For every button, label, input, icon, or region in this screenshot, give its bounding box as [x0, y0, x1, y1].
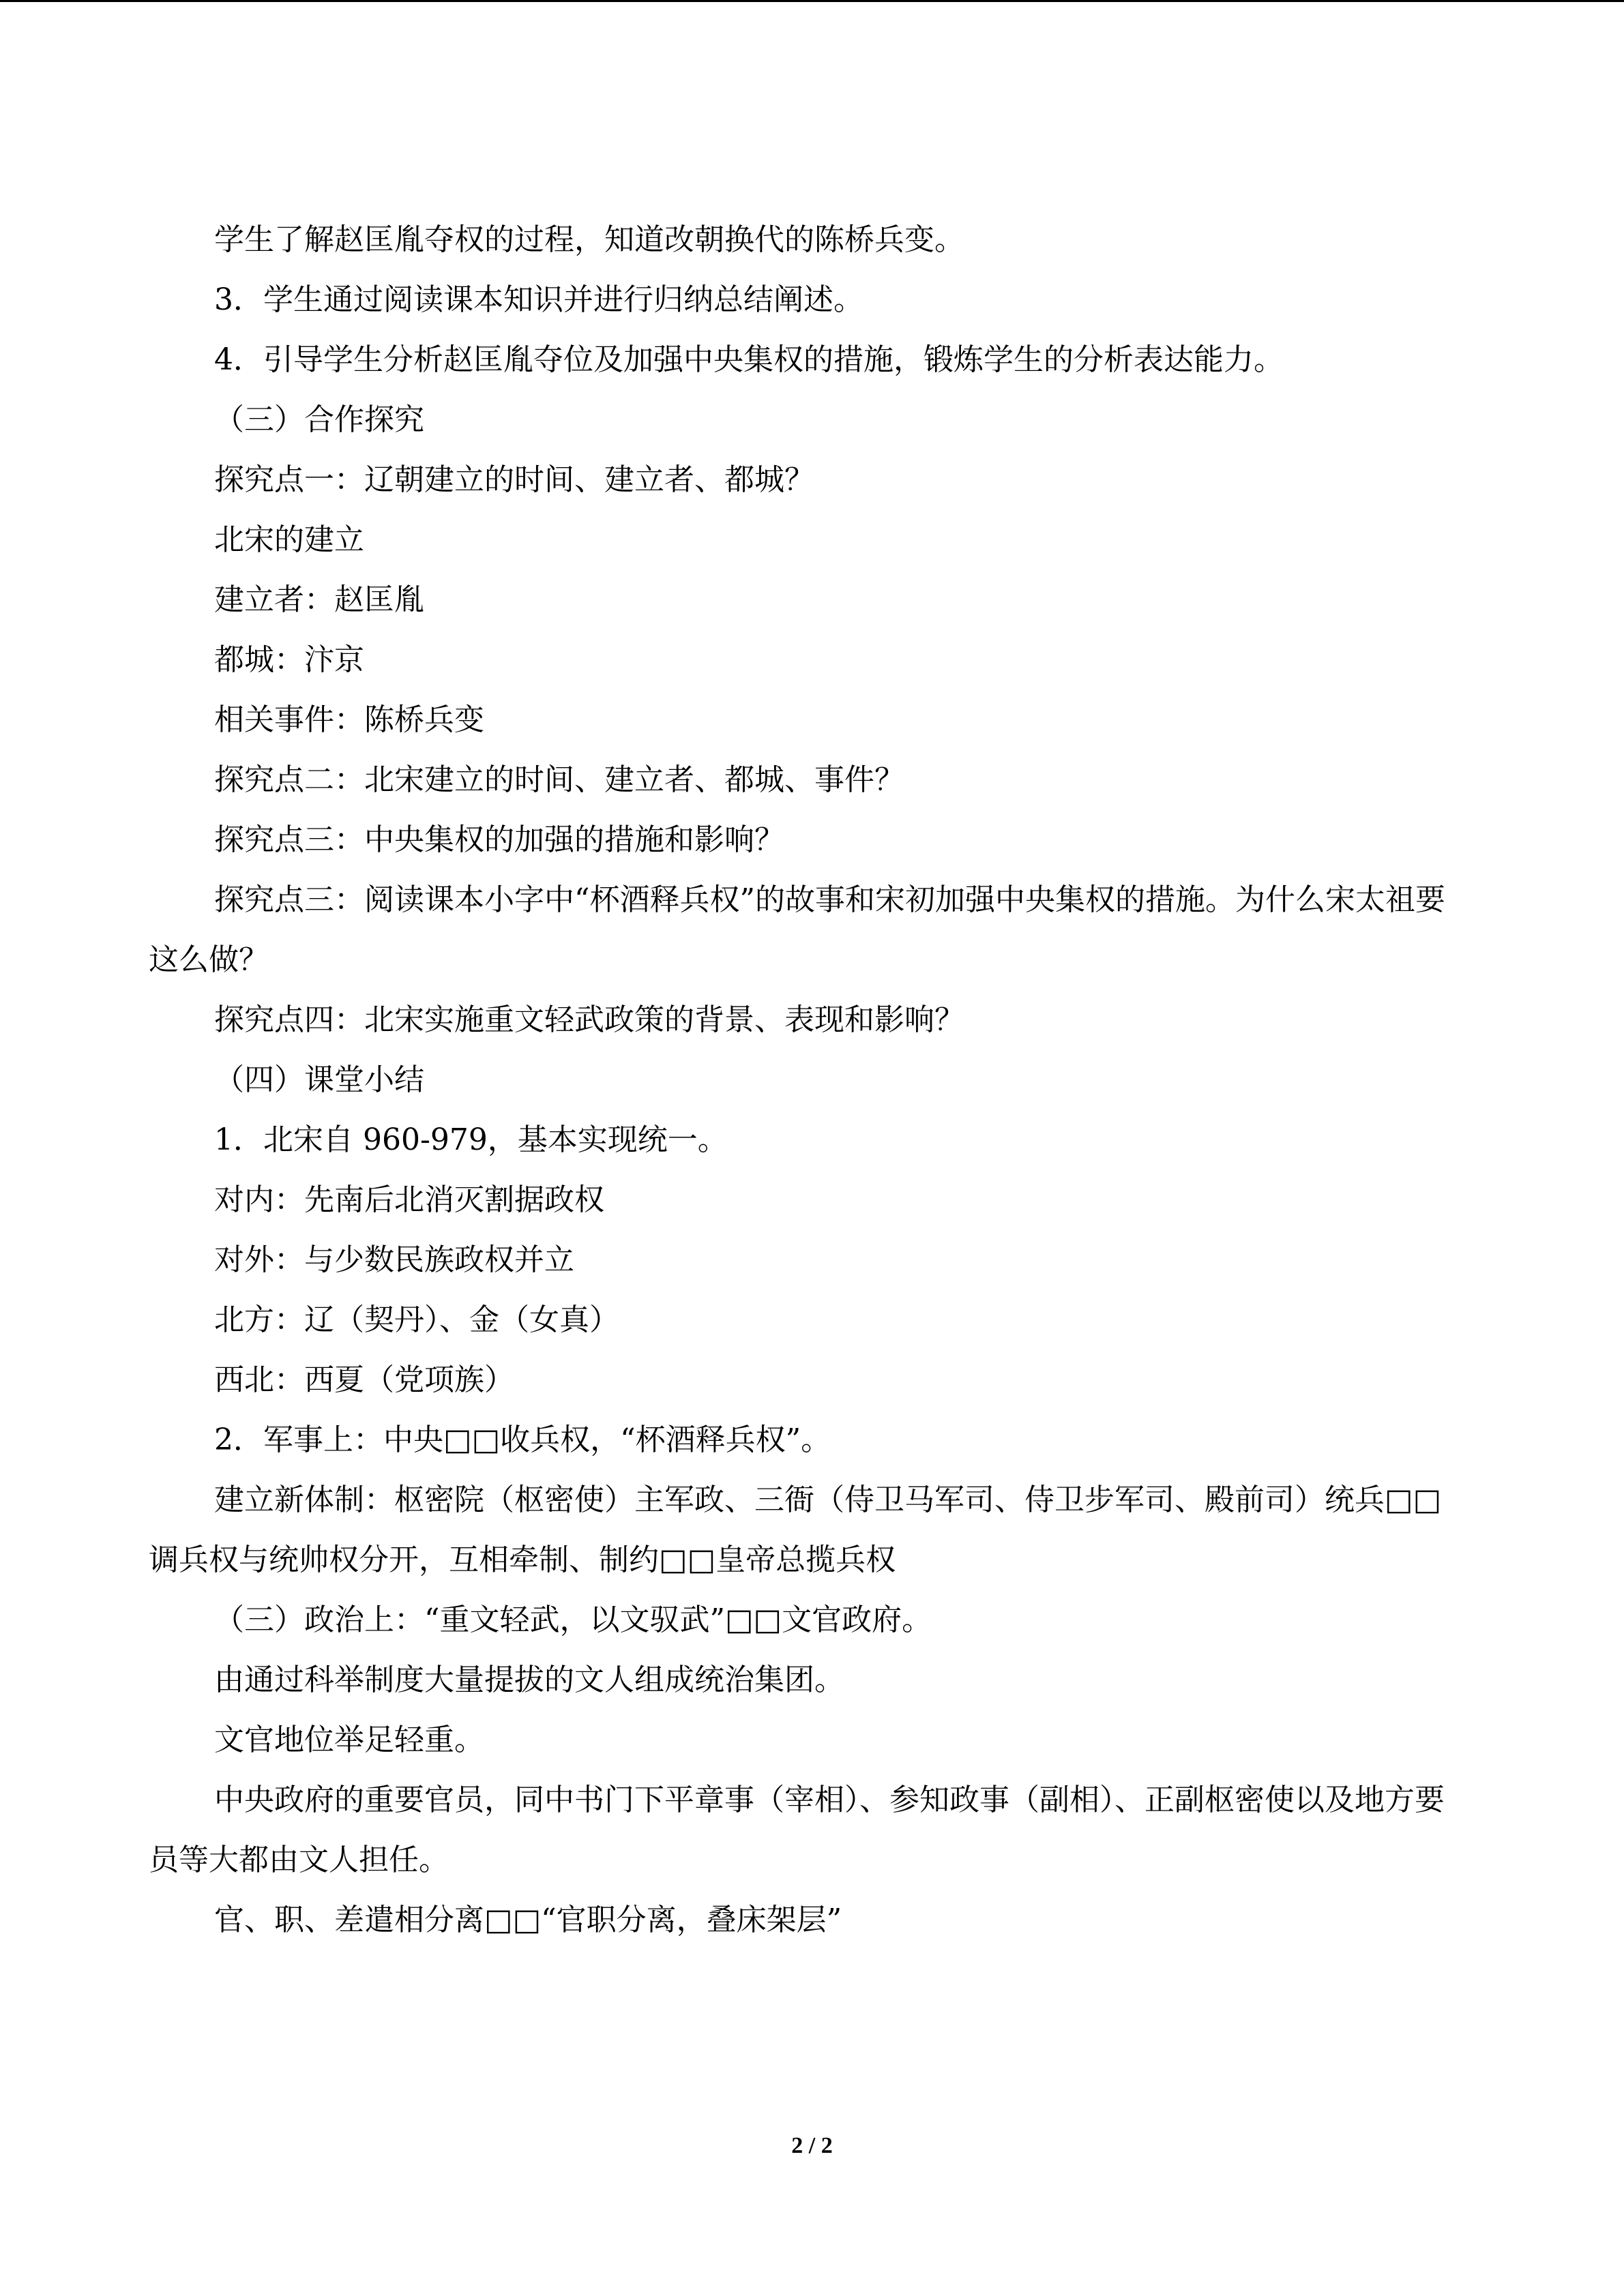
page-number: 2 / 2: [791, 2133, 833, 2158]
paragraph-18: 北方：辽（契丹）、金（女真）: [214, 1302, 619, 1337]
paragraph-10: 探究点二：北宋建立的时间、建立者、都城、事件？: [214, 762, 904, 797]
paragraph-25: 中央政府的重要官员，同中书门下平章事（宰相）、参知政事（副相）、正副枢密使以及地方要员等大都由文人担任。: [149, 1783, 1445, 1877]
paragraph-3: 4．引导学生分析赵匡胤夺位及加强中央集权的措施，锻炼学生的分析表达能力。: [214, 342, 1284, 377]
section-heading-class-summary: （四）课堂小结: [214, 1062, 424, 1097]
top-border-line: [0, 0, 1624, 2]
paragraph-6: 北宋的建立: [214, 522, 364, 557]
paragraph-16: 对内：先南后北消灭割据政权: [214, 1182, 604, 1217]
paragraph-13: 探究点四：北宋实施重文轻武政策的背景、表现和影响？: [214, 1002, 964, 1037]
section-heading-cooperative-inquiry: （三）合作探究: [214, 402, 424, 437]
paragraph-2: 3．学生通过阅读课本知识并进行归纳总结阐述。: [214, 282, 863, 317]
paragraph-24: 文官地位举足轻重。: [214, 1723, 484, 1757]
paragraph-26: 官、职、差遣相分离□□“官职分离，叠床架层”: [214, 1903, 842, 1937]
paragraph-21: 建立新体制：枢密院（枢密使）主军政、三衙（侍卫马军司、侍卫步军司、殿前司）统兵□□调兵权与统帅权分开，互相牵制、制约□□皇帝总揽兵权: [149, 1482, 1442, 1577]
paragraph-12: 探究点三：阅读课本小字中“杯酒释兵权”的故事和宋初加强中央集权的措施。为什么宋太祖要这么做？: [149, 882, 1445, 977]
paragraph-20: 2．军事上：中央□□收兵权，“杯酒释兵权”。: [214, 1422, 831, 1457]
paragraph-17: 对外：与少数民族政权并立: [214, 1242, 574, 1277]
paragraph-19: 西北：西夏（党项族）: [214, 1362, 514, 1397]
paragraph-1: 学生了解赵匡胤夺权的过程，知道改朝换代的陈桥兵变。: [214, 222, 964, 257]
paragraph-8: 都城：汴京: [214, 642, 364, 677]
paragraph-5: 探究点一：辽朝建立的时间、建立者、都城？: [214, 462, 814, 497]
paragraph-11: 探究点三：中央集权的加强的措施和影响？: [214, 822, 784, 857]
paragraph-23: 由通过科举制度大量提拔的文人组成统治集团。: [214, 1663, 844, 1697]
paragraph-22: （三）政治上：“重文轻武，以文驭武”□□文官政府。: [214, 1602, 932, 1637]
paragraph-9: 相关事件：陈桥兵变: [214, 702, 484, 737]
paragraph-7: 建立者：赵匡胤: [214, 582, 424, 617]
document-body: [149, 210, 1458, 1950]
paragraph-15: 1．北宋自 960-979，基本实现统一。: [214, 1122, 728, 1157]
